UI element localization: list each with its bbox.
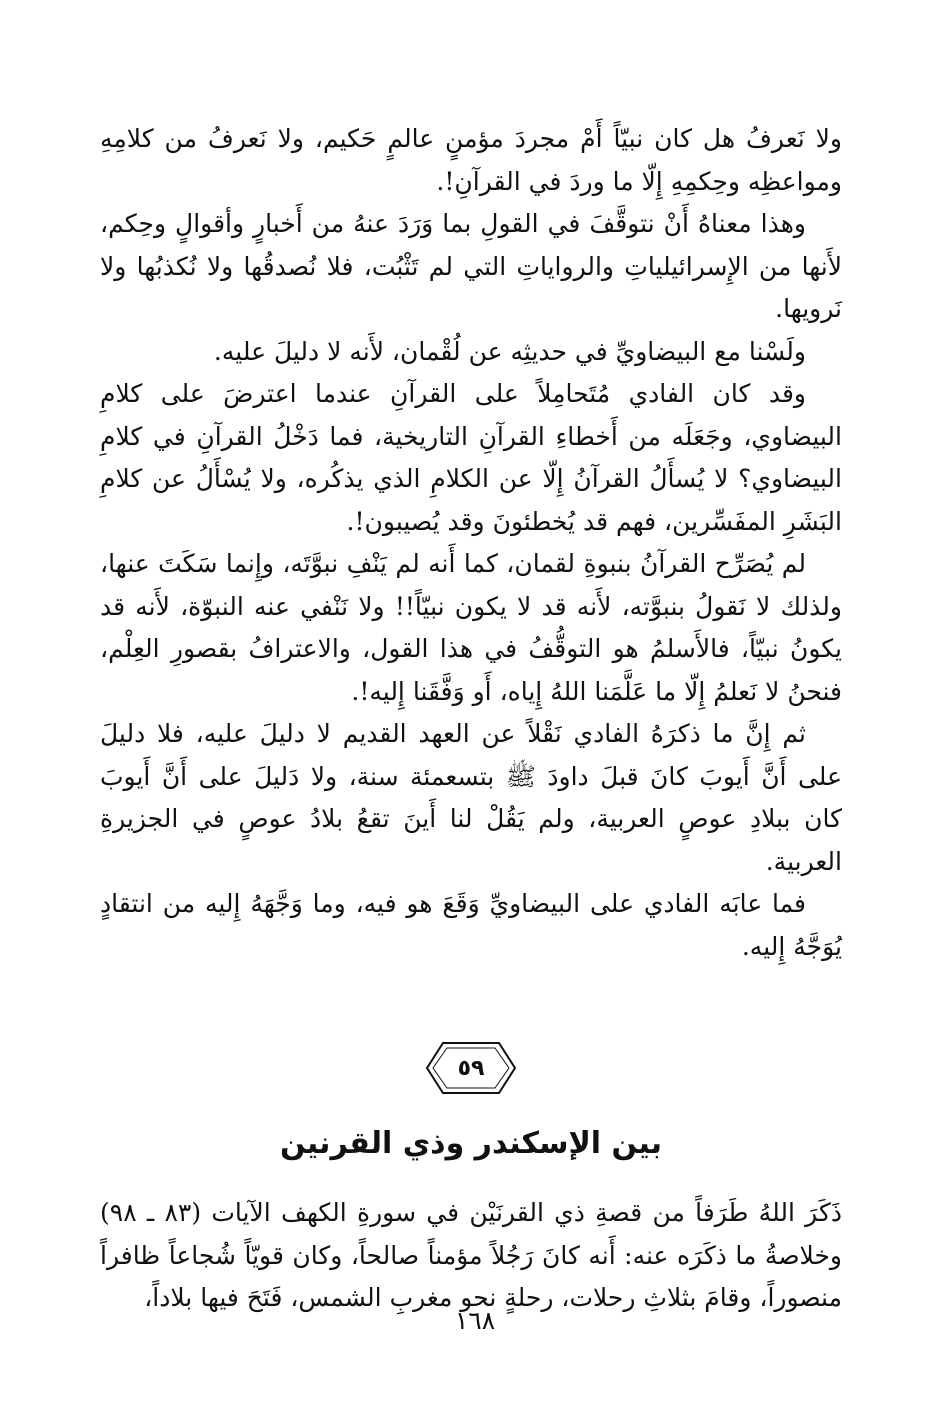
paragraph: ثم إِنَّ ما ذكرَهُ الفادي نَقْلاً عن العهد القديم لا دليلَ عليه، فلا دليلَ على أَنَّ أَيوبَ كانَ قبلَ داودَ ﷺ بتسعمئة سنة، ولا دَليلَ على أَنَّ أَيوبَ كان ببلادِ عوصٍ العربية، ولم يَقُلْ لنا أَينَ تقعُ بلادُ عوصٍ في الجزيرةِ العربية.: [100, 719, 842, 876]
top-text-block: [100, 118, 842, 968]
paragraph: وقد كان الفادي مُتَحامِلاً على القرآنِ عندما اعترضَ على كلامِ البيضاوي، وجَعَلَه من أَخطاءِ القرآنِ التاريخية، فما دَخْلُ القرآنِ في كلامِ البيضاوي؟ لا يُسأَلُ القرآنُ إِلّا عن الكلامِ الذي يذكُره، ولا يُسْأَلُ عن كلامِ البَشَرِ المفَسِّرين، فهم قد يُخطئونَ وقد يُصيبون!.: [100, 379, 842, 536]
paragraph: فما عابَه الفادي على البيضاويِّ وَقَعَ هو فيه، وما وَجَّهَهُ إِليه من انتقادٍ يُوَجَّهُ إِليه.: [100, 889, 842, 961]
paragraph: ولا نَعرفُ هل كان نبيّاً أَمْ مجردَ مؤمنٍ عالمٍ حَكيم، ولا نَعرفُ من كلامِهِ ومواعظِه وحِكمِهِ إِلّا ما وردَ في القرآنِ!.: [100, 124, 842, 196]
ornament-frame: [425, 1040, 517, 1096]
paragraph: لم يُصَرِّح القرآنُ بنبوةِ لقمان، كما أَنه لم يَنْفِ نبوَّتَه، وإِنما سَكَتَ عنها، ولذلك لا نَقولُ بنبوَّته، لأَنه قد لا يكون نبيّاً!! ولا نَنْفي عنه النبوّة، لأَنه قد يكونُ نبيّاً، فالأَسلمُ هو التوقُّفُ في هذا القول، والاعترافُ بقصورِ العِلْم، فنحنُ لا نَعلمُ إِلّا ما عَلَّمَنا اللهُ إِياه، أَو وَفَّقَنا إِليه!.: [100, 549, 842, 706]
section-spacer: [100, 968, 842, 1038]
paragraph: ذَكَرَ اللهُ طَرَفاً من قصةِ ذي القرنَيْن في سورةِ الكهف الآيات (٨٣ ـ ٩٨) وخلاصةُ ما ذكَرَه عنه: أَنه كانَ رَجُلاً مؤمناً صالحاً، وكان قويّاً شُجاعاً ظافراً منصوراً، وقامَ بثلاثِ رحلات، رحلةٍ نحو مغربِ الشمس، فَتَحَ فيها بلاداً،: [100, 1198, 843, 1312]
section-number: ٥٩: [457, 1055, 485, 1081]
paragraph: ولَسْنا مع البيضاويِّ في حديثِه عن لُقْمان، لأَنه لا دليلَ عليه.: [213, 336, 806, 366]
section-number-badge: [100, 1038, 842, 1098]
bottom-text-block: [100, 1192, 842, 1320]
paragraph: وهذا معناهُ أَنْ نتوقَّفَ في القولِ بما وَرَدَ عنهُ من أَخبارٍ وأقوالٍ وحِكم، لأَنها من الإِسرائيلياتِ والرواياتِ التي لم تَثْبُت، فلا نُصدقُها ولا نُكذبُها ولا نَرويها.: [100, 209, 842, 323]
section-title: بين الإسكندر وذي القرنين: [279, 1126, 663, 1161]
page-number: ١٦٨: [454, 1306, 496, 1335]
